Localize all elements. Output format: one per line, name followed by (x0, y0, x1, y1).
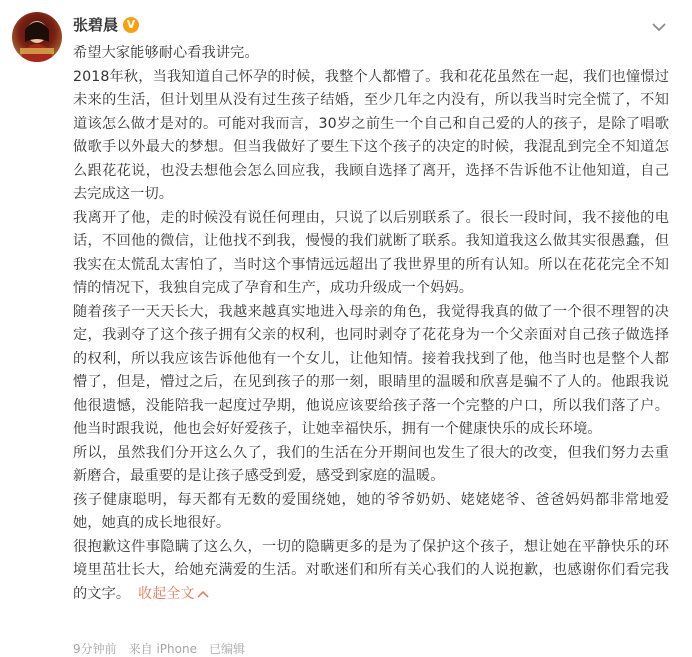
post-paragraph: 2018年秋，当我知道自己怀孕的时候，我整个人都懵了。我和花花虽然在一起，我们也憧憬过未来的生活，但计划里从没有过生孩子结婚，至少几年之内没有，所以我当时完全慌了，不知道该怎么做才是对的。可能对我而言，30岁之前生一个自己和自己爱的人的孩子，是除了唱歌做歌手以外最大的梦想。但当我做好了要生下这个孩子的决定的时候，我混乱到完全不知道怎么跟花花说，也没去想他会怎么回应我，我顾自选择了离开，选择不告诉他不让他知道，自己去完成这一切。 (73, 68, 669, 202)
post-source: 来自 iPhone (128, 642, 197, 656)
post-paragraph: 很抱歉这件事隐瞒了这么久，一切的隐瞒更多的是为了保护这个孩子，想让她在平静快乐的环境里茁壮长大，给她充满爱的生活。对歌迷们和所有关心我们的人说抱歉，也感谢你们看完我的文字。 (73, 538, 669, 602)
verified-badge-icon: V (123, 17, 139, 33)
post-edited: 已编辑 (208, 642, 245, 656)
post-paragraph: 孩子健康聪明，每天都有无数的爱围绕她，她的爷爷奶奶、姥姥姥爷、爸爸妈妈都非常地爱她，她真的成长地很好。 (73, 491, 669, 531)
post-paragraph: 随着孩子一天天长大，我越来越真实地进入母亲的角色，我觉得我真的做了一个很不理智的决定，我剥夺了这个孩子拥有父亲的权利，也同时剥夺了花花身为一个父亲面对自己孩子做选择的权利，所以我应该告诉他他有一个女儿，让他知情。接着我找到了他，他当时也是整个人都懵了，但是，懵过之后，在见到孩子的那一刻，眼睛里的温暖和欣喜是骗不了人的。他跟我说他很遗憾，没能陪我一起度过孕期，他说应该要给孩子落一个完整的户口，所以我们落了户。他当时跟我说，他也会好好爱孩子，让她幸福快乐，拥有一个健康快乐的成长环境。 (73, 303, 669, 437)
post-paragraph: 希望大家能够耐心看我讲完。 (73, 45, 259, 61)
avatar-image (12, 12, 62, 62)
avatar[interactable] (12, 12, 62, 62)
post-time[interactable]: 9分钟前 (73, 642, 117, 656)
post-paragraph: 我离开了他，走的时候没有说任何理由，只说了以后别联系了。很长一段时间，我不接他的电话，不回他的微信，让他找不到我，慢慢的我们就断了联系。我知道我这么做其实很愚蠢，但我实在太慌乱太害怕了，当时这个事情远远超出了我世界里的所有认知。所以在花花完全不知情的情况下，我独自完成了孕育和生产，成功升级成一个妈妈。 (73, 209, 669, 296)
chevron-up-icon (197, 590, 209, 598)
username[interactable]: 张碧晨 (73, 16, 119, 34)
post-paragraph-last (73, 536, 669, 607)
collapse-text-button[interactable] (138, 583, 208, 607)
post-author (73, 14, 139, 35)
more-options-button[interactable] (650, 18, 668, 36)
post-paragraph: 所以，虽然我们分开这么久了，我们的生活在分开期间也发生了很大的改变，但我们努力去重新磨合，最重要的是让孩子感受到爱，感受到家庭的温暖。 (73, 444, 669, 484)
collapse-label: 收起全文 (138, 585, 195, 602)
chevron-down-icon (652, 23, 666, 32)
post-content (73, 42, 669, 606)
